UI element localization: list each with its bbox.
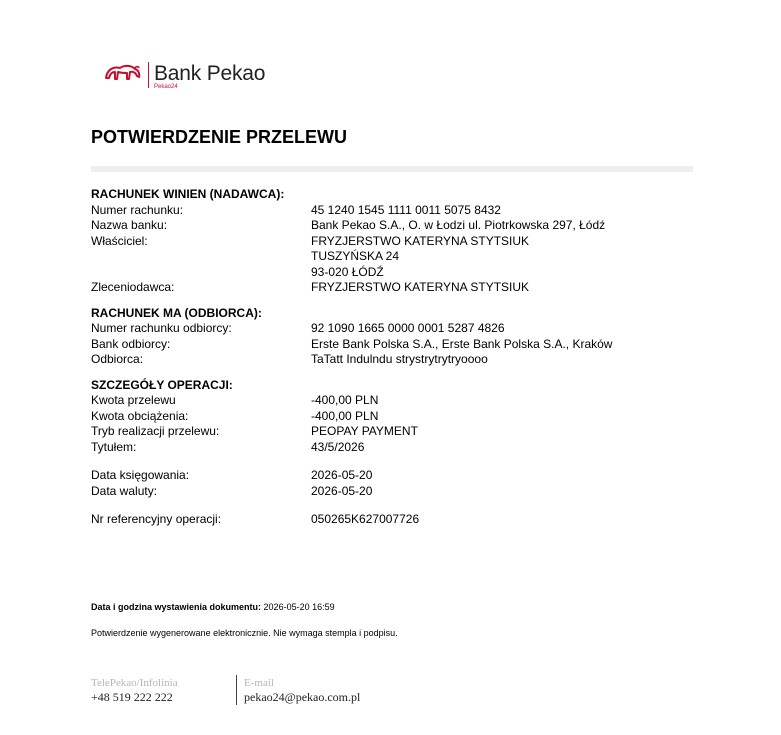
details-row [91,424,691,440]
details-heading: SZCZEGÓŁY OPERACJI: [91,377,233,392]
field-value: 93-020 ŁÓDŹ [311,264,384,279]
details-row [91,440,691,456]
sender-row [91,280,691,296]
header-divider [91,166,693,172]
contact-email [244,677,360,704]
field-value: TUSZYŃSKA 24 [311,249,400,263]
phone-label: TelePekao/Infolinia [91,677,178,689]
sender-row [91,265,691,281]
issued-datetime [91,602,335,612]
field-value: 92 1090 1665 0000 0001 5287 4826 [311,321,505,335]
sender-row [91,218,691,234]
field-label: Zleceniodawca: [91,280,175,294]
field-value: 45 1240 1545 1111 0011 5075 8432 [311,202,501,217]
field-value: 43/5/2026 [311,439,365,454]
field-label: Numer rachunku: [91,202,184,217]
issued-value: 2026-05-20 16:59 [263,602,335,612]
reference-row [91,512,691,528]
issued-label: Data i godzina wystawienia dokumentu: [91,602,262,612]
brand-name: Bank Pekao [154,62,266,85]
document-body [91,187,691,528]
field-value: Erste Bank Polska S.A., Erste Bank Polska S.A., Kraków [311,336,613,351]
details-row [91,393,691,409]
field-label: Kwota przelewu [91,393,176,407]
bank-logo [104,60,304,96]
field-label: Nazwa banku: [91,218,168,232]
logo-divider [148,62,149,88]
field-value: -400,00 PLN [311,393,379,407]
recipient-heading: RACHUNEK MA (ODBIORCA): [91,305,262,320]
field-label: Data księgowania: [91,468,190,482]
field-label: Numer rachunku odbiorcy: [91,321,232,335]
field-value: PEOPAY PAYMENT [311,424,418,438]
field-label [91,265,311,281]
date-row [91,468,691,484]
field-label: Nr referencyjny operacji: [91,512,222,526]
field-value: Bank Pekao S.A., O. w Łodzi ul. Piotrkowska 297, Łódź [311,218,606,232]
brand-subtitle: Pekao24 [154,84,178,90]
field-label: Data waluty: [91,483,158,498]
field-value: 2026-05-20 [311,468,373,482]
recipient-row [91,321,691,337]
email-value: pekao24@pekao.com.pl [244,690,361,704]
document-title: POTWIERDZENIE PRZELEWU [91,127,347,147]
field-value: FRYZJERSTWO KATERYNA STYTSIUK [311,280,530,294]
recipient-row [91,337,691,353]
field-label: Tytułem: [91,439,137,454]
field-value: 050265K627007726 [311,512,420,526]
field-label [91,249,311,265]
sender-row [91,203,691,219]
field-value: FRYZJERSTWO KATERYNA STYTSIUK [311,233,530,248]
sender-heading: RACHUNEK WINIEN (NADAWCA): [91,187,285,201]
contact-phone [91,677,178,704]
sender-row [91,249,691,265]
email-label: E-mail [244,677,274,689]
footer-divider [236,675,237,705]
field-label: Kwota obciążenia: [91,408,189,423]
electronic-note: Potwierdzenie wygenerowane elektronicznie. Nie wymaga stempla i podpisu. [91,628,398,638]
field-value: 2026-05-20 [311,483,373,498]
field-label: Bank odbiorcy: [91,336,171,351]
bison-logo-icon [104,62,142,88]
recipient-row [91,352,691,368]
date-row [91,484,691,500]
sender-row [91,234,691,250]
field-label: Odbiorca: [91,352,144,366]
details-row [91,409,691,425]
field-label: Właściciel: [91,233,148,248]
phone-value: +48 519 222 222 [91,690,173,704]
field-label: Tryb realizacji przelewu: [91,424,220,438]
field-value: TaTatt Indulndu strystrytrytryoooo [311,352,488,366]
field-value: -400,00 PLN [311,408,379,423]
